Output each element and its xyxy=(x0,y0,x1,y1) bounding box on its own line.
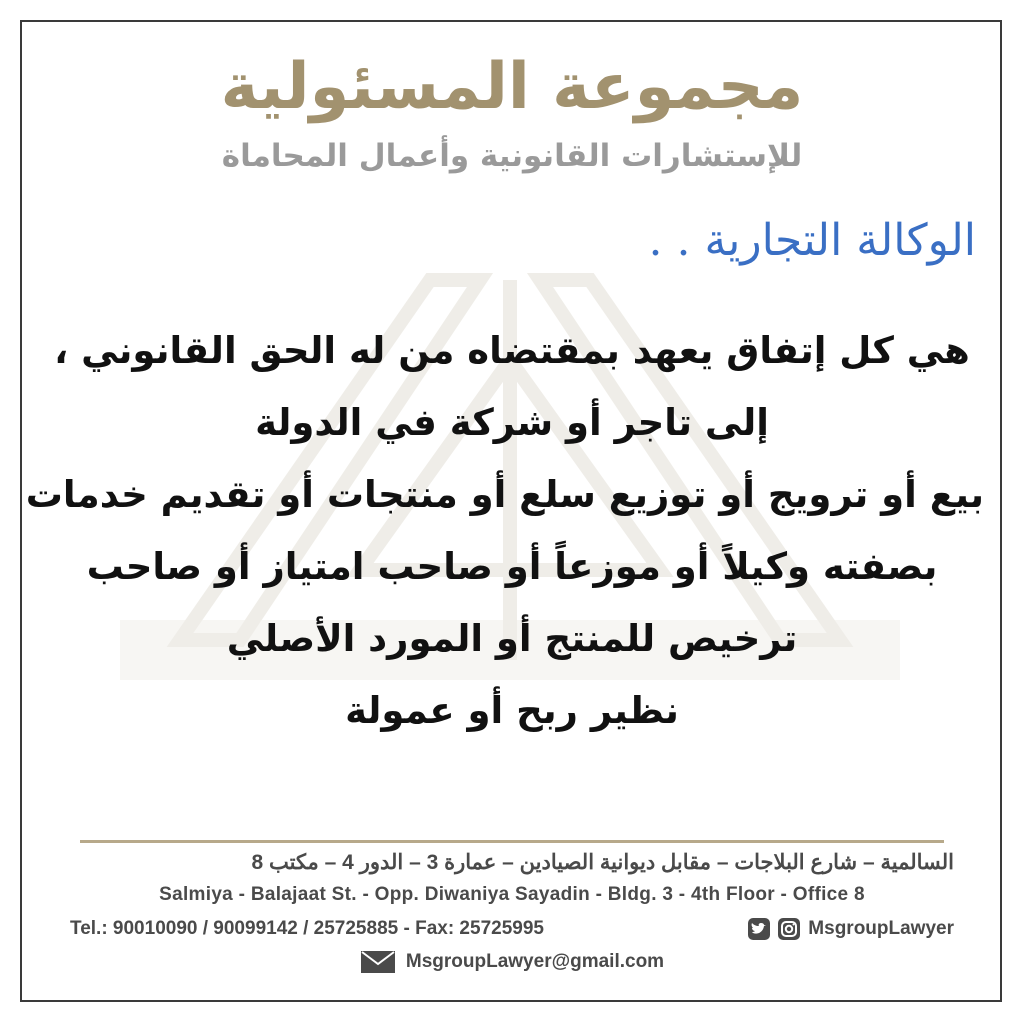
definition-line: ترخيص للمنتج أو المورد الأصلي xyxy=(226,617,798,660)
instagram-icon[interactable] xyxy=(778,918,800,940)
envelope-icon xyxy=(360,950,396,974)
brand-tagline: للإستشارات القانونية وأعمال المحاماة xyxy=(221,138,803,174)
definition-line: نظير ربح أو عمولة xyxy=(345,689,679,732)
contact-row xyxy=(70,918,954,940)
definition-line: بيع أو ترويج أو توزيع سلع أو منتجات أو تقديم خدمات xyxy=(25,473,984,516)
address-arabic: السالمية – شارع البلاجات – مقابل ديوانية الصيادين – عمارة 3 – الدور 4 – مكتب 8 xyxy=(251,851,954,874)
definition-line: بصفته وكيلاً أو موزعاً أو صاحب امتياز أو صاحب xyxy=(86,545,938,588)
address-english: Salmiya - Balajaat St. - Opp. Diwaniya Sayadin - Bldg. 3 - 4th Floor - Office 8 xyxy=(159,884,865,905)
brand-name: مجموعة المسئولية xyxy=(220,50,804,124)
twitter-icon[interactable] xyxy=(748,918,770,940)
page-heading: الوكالة التجارية . . xyxy=(648,215,976,266)
definition-line: إلى تاجر أو شركة في الدولة xyxy=(255,401,769,444)
email-row xyxy=(0,950,1024,974)
definition-text xyxy=(25,315,984,747)
definition-line: هي كل إتفاق يعهد بمقتضاه من له الحق القانوني ، xyxy=(54,329,970,372)
phone-numbers: Tel.: 90010090 / 90099142 / 25725885 - Fax: 25725995 xyxy=(70,918,544,939)
footer-divider xyxy=(80,840,944,843)
social-links xyxy=(748,918,954,940)
email-address[interactable]: MsgroupLawyer@gmail.com xyxy=(405,951,665,972)
social-handle[interactable]: MsgroupLawyer xyxy=(808,918,954,939)
